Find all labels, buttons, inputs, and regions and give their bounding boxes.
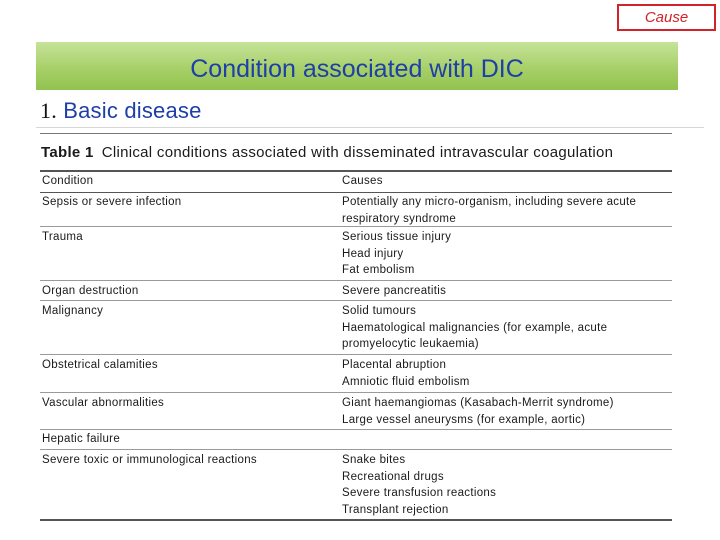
- column-header-causes: Causes: [342, 175, 383, 187]
- header-top-rule: [40, 170, 672, 172]
- cause-line: Severe transfusion reactions: [342, 487, 497, 499]
- causes-cell: [342, 283, 672, 300]
- condition-cell: Obstetrical calamities: [42, 359, 158, 371]
- header-bottom-rule: [40, 192, 672, 193]
- causes-cell: [342, 395, 672, 428]
- cause-line: Solid tumours: [342, 305, 417, 317]
- cause-line: Amniotic fluid embolism: [342, 375, 470, 388]
- row-divider: [40, 226, 672, 227]
- title-banner: [36, 42, 678, 90]
- column-header-condition: Condition: [42, 175, 94, 187]
- cause-label: Cause: [644, 9, 689, 26]
- cause-line: Transplant rejection: [342, 503, 449, 516]
- causes-cell: [342, 303, 672, 353]
- section-heading-text: Basic disease: [63, 98, 202, 123]
- condition-cell: Trauma: [42, 231, 83, 243]
- cause-line: promyelocytic leukaemia): [342, 338, 479, 350]
- row-divider: [40, 449, 672, 450]
- table-caption: [41, 144, 613, 161]
- divider-line: [36, 127, 704, 128]
- causes-cell: [342, 194, 672, 227]
- row-divider: [40, 280, 672, 281]
- table-number: Table 1: [41, 144, 94, 161]
- cause-line: Serious tissue injury: [342, 231, 452, 243]
- cause-line: Head injury: [342, 247, 404, 260]
- cause-line: Placental abruption: [342, 359, 447, 371]
- section-number: 1.: [40, 98, 57, 123]
- causes-cell: [342, 452, 672, 518]
- table-top-rule: [40, 133, 672, 134]
- condition-cell: Sepsis or severe infection: [42, 196, 182, 208]
- condition-cell: Vascular abnormalities: [42, 397, 165, 409]
- cause-line: Potentially any micro-organism, including severe acute: [342, 196, 637, 208]
- cause-line: respiratory syndrome: [342, 212, 457, 225]
- condition-cell: Malignancy: [42, 305, 104, 317]
- section-heading: [40, 98, 202, 124]
- clinical-conditions-table: [36, 133, 674, 523]
- cause-line: Fat embolism: [342, 264, 415, 276]
- row-divider: [40, 354, 672, 355]
- condition-cell: Hepatic failure: [42, 433, 121, 445]
- row-divider: [40, 392, 672, 393]
- cause-line: Recreational drugs: [342, 470, 444, 483]
- row-divider: [40, 300, 672, 301]
- cause-label-box: [617, 4, 716, 31]
- table-bottom-rule: [40, 519, 672, 521]
- condition-cell: Severe toxic or immunological reactions: [42, 454, 257, 466]
- condition-cell: Organ destruction: [42, 285, 139, 297]
- cause-line: Haematological malignancies (for example, acute: [342, 321, 608, 334]
- cause-line: Large vessel aneurysms (for example, aortic): [342, 413, 586, 426]
- cause-line: Snake bites: [342, 454, 406, 466]
- causes-cell: [342, 229, 672, 279]
- cause-line: Giant haemangiomas (Kasabach-Merrit syndrome): [342, 397, 614, 409]
- causes-cell: [342, 357, 672, 390]
- cause-line: Severe pancreatitis: [342, 285, 447, 297]
- row-divider: [40, 429, 672, 430]
- slide-title: Condition associated with DIC: [190, 54, 524, 83]
- table-caption-text: Clinical conditions associated with disseminated intravascular coagulation: [101, 144, 614, 161]
